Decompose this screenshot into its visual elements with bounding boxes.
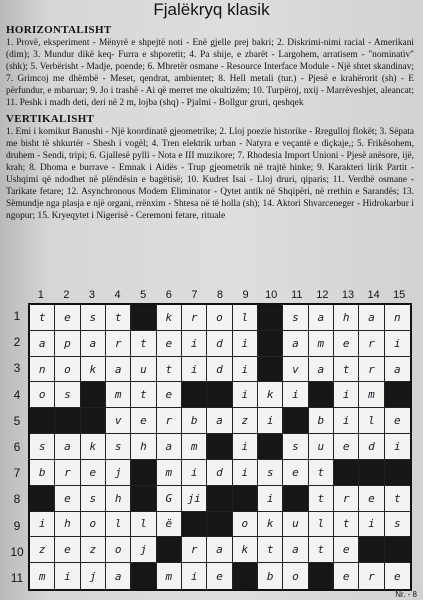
letter-cell[interactable]: e — [55, 486, 80, 512]
letter-cell[interactable]: o — [233, 512, 258, 538]
letter-cell[interactable]: d — [207, 331, 232, 357]
letter-cell[interactable]: k — [233, 537, 258, 563]
letter-cell[interactable]: t — [309, 486, 334, 512]
letter-cell[interactable]: i — [385, 434, 410, 460]
letter-cell[interactable]: t — [157, 357, 182, 383]
black-cell — [334, 460, 359, 486]
letter-cell[interactable]: r — [334, 486, 359, 512]
black-cell — [283, 486, 308, 512]
letter-cell[interactable]: s — [30, 434, 55, 460]
letter-cell[interactable]: r — [106, 331, 131, 357]
column-number: 11 — [291, 289, 303, 301]
letter-cell[interactable]: r — [359, 357, 384, 383]
letter-cell[interactable]: a — [157, 434, 182, 460]
row-number: 6 — [13, 439, 21, 454]
letter-cell[interactable]: e — [131, 408, 156, 434]
letter-cell[interactable]: e — [81, 460, 106, 486]
letter-cell[interactable]: e — [334, 331, 359, 357]
letter-cell[interactable]: l — [131, 512, 156, 538]
column-number: 1 — [37, 289, 44, 301]
row-number: 7 — [13, 466, 21, 481]
letter-cell[interactable]: b — [309, 408, 334, 434]
letter-cell[interactable]: v — [106, 408, 131, 434]
letter-cell[interactable]: d — [207, 460, 232, 486]
black-cell — [182, 512, 207, 538]
row-number: 11 — [10, 570, 24, 585]
letter-cell[interactable]: i — [182, 460, 207, 486]
letter-cell[interactable]: s — [81, 486, 106, 512]
letter-cell[interactable]: a — [81, 331, 106, 357]
black-cell — [207, 382, 232, 408]
letter-cell[interactable]: i — [55, 563, 80, 589]
letter-cell[interactable]: i — [385, 331, 410, 357]
letter-cell[interactable]: i — [258, 486, 283, 512]
black-cell — [131, 460, 156, 486]
row-number: 3 — [13, 361, 21, 376]
black-cell — [207, 512, 232, 538]
letter-cell[interactable]: a — [106, 563, 131, 589]
letter-cell[interactable]: m — [157, 460, 182, 486]
letter-cell[interactable]: ji — [182, 486, 207, 512]
letter-cell[interactable]: e — [334, 537, 359, 563]
column-number: 8 — [216, 289, 224, 301]
letter-cell[interactable]: k — [81, 357, 106, 383]
column-numbers — [28, 289, 412, 303]
letter-cell[interactable]: a — [283, 331, 308, 357]
clues-section — [6, 24, 414, 224]
letter-cell[interactable]: a — [30, 331, 55, 357]
letter-cell[interactable]: j — [106, 460, 131, 486]
letter-cell[interactable]: m — [359, 382, 384, 408]
letter-cell[interactable]: k — [258, 382, 283, 408]
black-cell — [385, 460, 410, 486]
row-number: 2 — [13, 335, 21, 350]
letter-cell[interactable]: z — [233, 408, 258, 434]
black-cell — [55, 408, 80, 434]
letter-cell[interactable]: o — [207, 305, 232, 331]
black-cell — [258, 305, 283, 331]
horizontal-clues: 1. Provë, eksperiment - Mënyrë e shpejtë noti - Enë gjelle prej bakri; 2. Diskrimi-nimi racial - Amerikani (dim); 3. Mundur dikë keq- Furra e shporetit; 4. Pa shije, e zbarët - Largohem, arratisem - "nominativ" (shk); 5. Verbërisht - Madje, poende; 6. Mbretër osmane - Resource Interface Module - Një shtet skandinav; 7. Grimcoj me dhëmbë - Meset, qendrat, ambientet; 8. Hell metali (tur.) - Pjesë e krahërorit (sh) - E përfundur, e mbaruar; 9. Jo i trashë - Ai që merret me okultizëm; 10. Turpëroj, nxij - Marrëveshjet, aleancat; 11. Peshk i madh deti, deri në 2 m, lojba (shq) - Pjalmi - Bollgur gruri, qeshqek — [6, 38, 414, 109]
row-number: 10 — [10, 544, 24, 559]
letter-cell[interactable]: s — [385, 512, 410, 538]
black-cell — [233, 563, 258, 589]
black-cell — [309, 382, 334, 408]
black-cell — [258, 331, 283, 357]
letter-cell[interactable]: m — [30, 563, 55, 589]
letter-cell[interactable]: e — [334, 434, 359, 460]
letter-cell[interactable]: r — [182, 305, 207, 331]
letter-cell[interactable]: a — [309, 305, 334, 331]
letter-cell[interactable]: i — [233, 357, 258, 383]
letter-cell[interactable]: a — [207, 537, 232, 563]
black-cell — [207, 434, 232, 460]
column-number: 13 — [341, 289, 355, 301]
letter-cell[interactable]: k — [258, 512, 283, 538]
black-cell — [30, 408, 55, 434]
column-number: 15 — [393, 289, 406, 301]
letter-cell[interactable]: m — [309, 331, 334, 357]
letter-cell[interactable]: d — [359, 434, 384, 460]
black-cell — [233, 486, 258, 512]
letter-cell[interactable]: h — [131, 434, 156, 460]
crossword-grid[interactable] — [28, 303, 412, 591]
letter-cell[interactable]: b — [30, 460, 55, 486]
letter-cell[interactable]: t — [385, 486, 410, 512]
black-cell — [81, 382, 106, 408]
letter-cell[interactable]: i — [182, 357, 207, 383]
letter-cell[interactable]: t — [309, 537, 334, 563]
row-number: 8 — [13, 492, 21, 507]
letter-cell[interactable]: r — [359, 331, 384, 357]
letter-cell[interactable]: t — [131, 331, 156, 357]
column-number: 9 — [242, 289, 249, 301]
black-cell — [385, 537, 410, 563]
letter-cell[interactable]: z — [30, 537, 55, 563]
letter-cell[interactable]: e — [359, 486, 384, 512]
letter-cell[interactable]: i — [233, 434, 258, 460]
letter-cell[interactable]: t — [334, 357, 359, 383]
letter-cell[interactable]: u — [131, 357, 156, 383]
letter-cell[interactable]: e — [55, 305, 80, 331]
page-title: Fjalëkryq klasik — [153, 0, 270, 19]
letter-cell[interactable]: k — [81, 434, 106, 460]
row-number: 4 — [13, 387, 21, 402]
letter-cell[interactable]: i — [30, 512, 55, 538]
vertical-clues: 1. Emi i komikut Banushi - Një koordinatë gjeometrike; 2. Lloj poezie historike - Rregulloj flokët; 3. Sëpata me bisht të shkurtër - Shesh i vogël; 4. Tren elektrik urban - Natyra e veçantë e diçkaje,; 5. Frikësohem, druhem - Sendi, tripi; 6. Gjallesë pylli - Nota e III muzikore; 7. Rhodesia Import Unioni - Pjesë anësore, ijë, krah; 8. Dhoma e burrave - Emnak i Aidës - Trup gjeometrik në trajtë hinke; 9. Karakteri lirik Partit - Ushqimi që ndodhet në plëndësin e bagëtisë; 10. Kudret Isai - Lloj druri, qiparis; 11. Verdhë osmane - Tarikate fetare; 12. Asynchronous Modem Eliminator - Qytet antik në Shqipëri, në rrethin e Sarandës; 13. Sëmundje nga plasja e një organi, rrënxim - Shtesa në të holla (sh); 14. Aktori Shvarceneger - Hidrokarbur i ngopur; 15. Kryeqytet i Nigerisë - Ceremoni fetare, rituale — [6, 126, 414, 222]
letter-cell[interactable]: k — [157, 305, 182, 331]
letter-cell[interactable]: l — [309, 512, 334, 538]
black-cell — [258, 357, 283, 383]
letter-cell[interactable]: s — [283, 305, 308, 331]
black-cell — [81, 408, 106, 434]
letter-cell[interactable]: t — [106, 305, 131, 331]
black-cell — [359, 460, 384, 486]
letter-cell[interactable]: r — [55, 460, 80, 486]
letter-cell[interactable]: a — [385, 357, 410, 383]
black-cell — [182, 382, 207, 408]
column-number: 6 — [165, 289, 172, 301]
letter-cell[interactable]: e — [334, 563, 359, 589]
black-cell — [385, 382, 410, 408]
letter-cell[interactable]: h — [55, 512, 80, 538]
letter-cell[interactable]: a — [359, 305, 384, 331]
letter-cell[interactable]: i — [334, 382, 359, 408]
letter-cell[interactable]: r — [359, 563, 384, 589]
letter-cell[interactable]: l — [359, 408, 384, 434]
letter-cell[interactable]: j — [81, 563, 106, 589]
letter-cell[interactable]: s — [283, 434, 308, 460]
black-cell — [131, 486, 156, 512]
letter-cell[interactable]: b — [182, 408, 207, 434]
letter-cell[interactable]: u — [309, 434, 334, 460]
letter-cell[interactable]: ë — [157, 512, 182, 538]
letter-cell[interactable]: r — [182, 537, 207, 563]
column-number: 12 — [316, 289, 329, 301]
letter-cell[interactable]: e — [283, 460, 308, 486]
column-number: 10 — [265, 289, 278, 301]
row-numbers — [8, 303, 26, 591]
letter-cell[interactable]: i — [182, 563, 207, 589]
letter-cell[interactable]: a — [309, 357, 334, 383]
column-number: 14 — [367, 289, 380, 301]
letter-cell[interactable]: v — [283, 357, 308, 383]
letter-cell[interactable]: j — [131, 537, 156, 563]
black-cell — [258, 434, 283, 460]
letter-cell[interactable]: m — [182, 434, 207, 460]
letter-cell[interactable]: t — [131, 382, 156, 408]
letter-cell[interactable]: i — [233, 460, 258, 486]
letter-cell[interactable]: s — [106, 434, 131, 460]
row-number: 5 — [13, 413, 21, 428]
letter-cell[interactable]: a — [283, 537, 308, 563]
letter-cell[interactable]: e — [394, 569, 401, 583]
letter-cell[interactable]: l — [233, 305, 258, 331]
horizontal-heading: HORIZONTALISHT — [6, 24, 112, 36]
letter-cell[interactable]: i — [233, 382, 258, 408]
letter-cell[interactable]: a — [55, 434, 80, 460]
black-cell — [30, 486, 55, 512]
black-cell — [309, 563, 334, 589]
letter-cell[interactable]: e — [157, 382, 182, 408]
black-cell — [157, 537, 182, 563]
letter-cell[interactable]: o — [283, 563, 308, 589]
letter-cell[interactable]: r — [157, 408, 182, 434]
letter-cell[interactable]: s — [81, 305, 106, 331]
letter-cell[interactable]: n — [30, 357, 55, 383]
black-cell — [359, 537, 384, 563]
letter-cell[interactable]: l — [106, 512, 131, 538]
letter-cell[interactable]: z — [81, 537, 106, 563]
letter-cell[interactable]: s — [258, 460, 283, 486]
row-number: 9 — [13, 518, 21, 533]
letter-cell[interactable]: i — [283, 382, 308, 408]
letter-cell[interactable]: s — [55, 382, 80, 408]
letter-cell[interactable]: t — [334, 512, 359, 538]
letter-cell[interactable]: t — [258, 537, 283, 563]
letter-cell[interactable]: e — [157, 331, 182, 357]
row-number: 1 — [13, 309, 21, 324]
letter-cell[interactable]: t — [309, 460, 334, 486]
column-number: 3 — [88, 289, 96, 301]
letter-cell[interactable]: h — [334, 305, 359, 331]
vertical-heading: VERTIKALISHT — [6, 112, 95, 125]
letter-cell[interactable]: o — [81, 512, 106, 538]
letter-cell[interactable]: u — [283, 512, 308, 538]
letter-cell[interactable]: e — [385, 408, 410, 434]
letter-cell[interactable]: e — [55, 537, 80, 563]
letter-cell[interactable]: b — [258, 563, 283, 589]
black-cell — [131, 563, 156, 589]
letter-cell[interactable]: m — [106, 382, 131, 408]
black-cell — [207, 486, 232, 512]
letter-cell[interactable]: o — [55, 357, 80, 383]
letter-cell[interactable]: m — [157, 563, 182, 589]
letter-cell[interactable]: i — [233, 331, 258, 357]
letter-cell[interactable]: i — [182, 331, 207, 357]
column-number: 5 — [140, 289, 147, 301]
letter-cell[interactable]: n — [385, 305, 410, 331]
letter-cell[interactable]: e — [207, 563, 232, 589]
page-number: Nr. - 8 — [395, 590, 417, 599]
column-number: 4 — [114, 289, 121, 301]
letter-cell[interactable]: d — [207, 357, 232, 383]
black-cell — [283, 408, 308, 434]
letter-cell[interactable]: h — [106, 486, 131, 512]
letter-cell[interactable]: a — [106, 357, 131, 383]
column-number: 7 — [191, 289, 198, 301]
black-cell — [131, 305, 156, 331]
letter-cell[interactable]: o — [30, 382, 55, 408]
letter-cell[interactable]: i — [258, 408, 283, 434]
letter-cell[interactable]: o — [106, 537, 131, 563]
letter-cell[interactable]: a — [207, 408, 232, 434]
column-number: 2 — [63, 289, 70, 301]
letter-cell[interactable]: t — [30, 305, 55, 331]
letter-cell[interactable]: G — [157, 486, 182, 512]
letter-cell[interactable]: p — [55, 331, 80, 357]
letter-cell[interactable]: i — [334, 408, 359, 434]
letter-cell[interactable]: i — [359, 512, 384, 538]
